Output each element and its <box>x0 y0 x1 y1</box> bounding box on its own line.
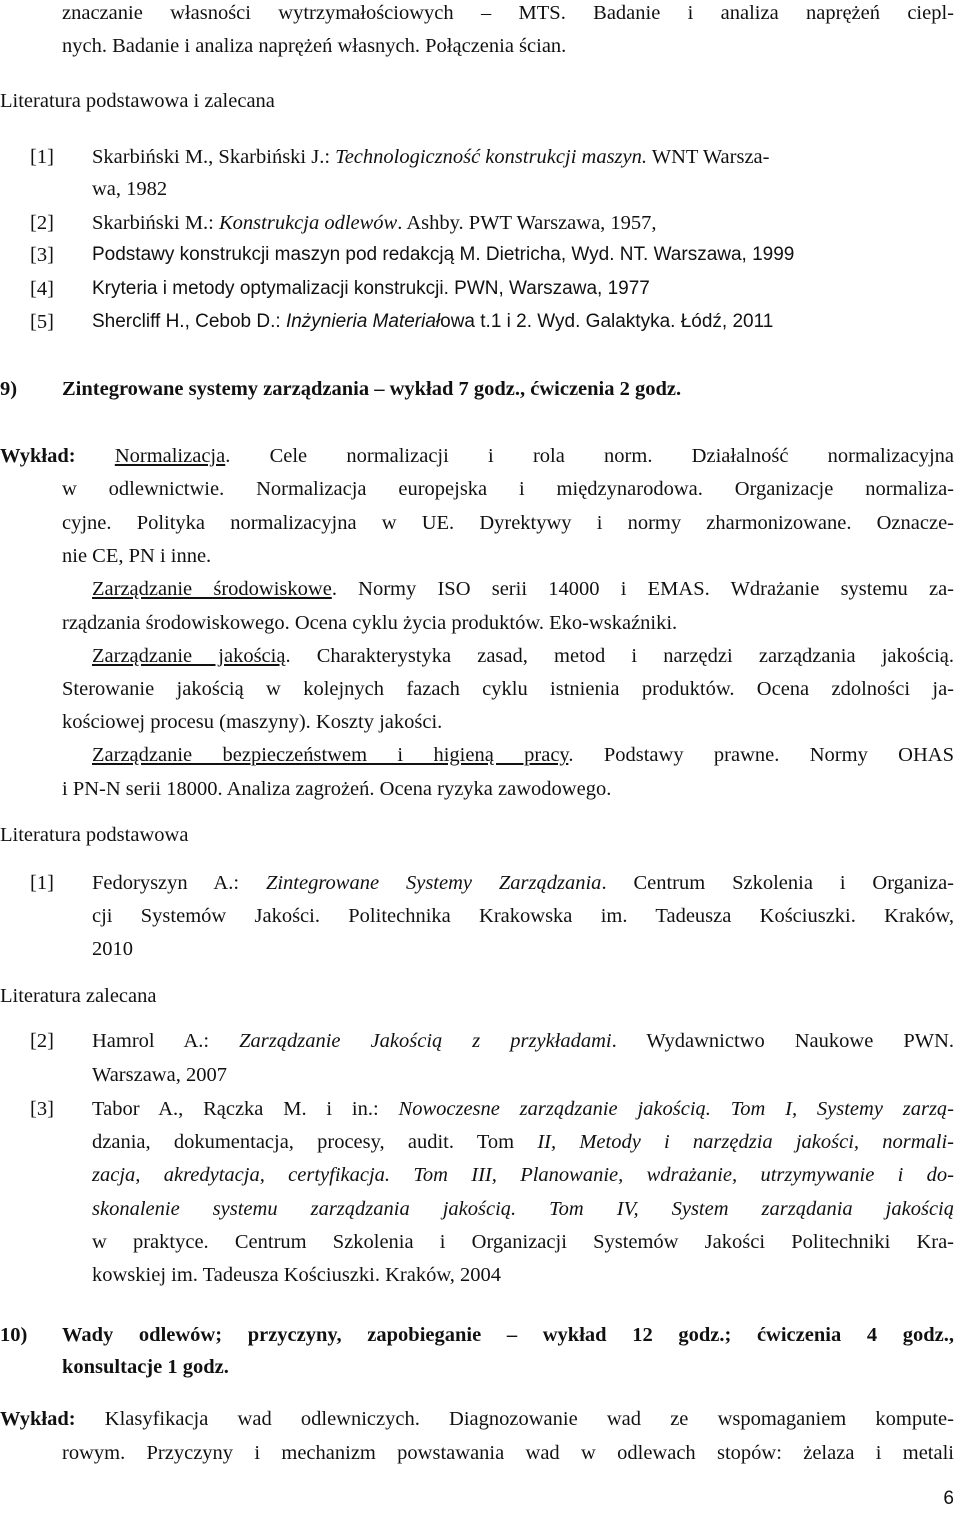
reference-item-cont: dzania, dokumentacja, procesy, audit. Tom II, Metody i narzędzia jakości, normali- <box>92 1131 954 1153</box>
body-text-line: Zarządzanie środowiskowe. Normy ISO serii 14000 i EMAS. Wdrażanie systemu za- <box>92 578 955 600</box>
section-heading-cont: konsultacje 1 godz. <box>62 1356 229 1378</box>
body-text-line: i PN-N serii 18000. Analiza zagrożeń. Ocena ryzyka zawodowego. <box>62 778 612 800</box>
section-heading: Literatura podstawowa i zalecana <box>0 90 275 112</box>
reference-item-cont: 2010 <box>92 938 133 960</box>
reference-item-cont: kowskiej im. Tadeusza Kościuszki. Kraków, 2004 <box>92 1264 502 1286</box>
body-text-line: nie CE, PN i inne. <box>62 545 212 567</box>
page-number: 6 <box>943 1488 954 1509</box>
body-text-line: rządzania środowiskowego. Ocena cyklu życia produktów. Eko-wskaźniki. <box>62 612 678 634</box>
reference-item-cont: Warszawa, 2007 <box>92 1064 227 1086</box>
body-text-line: w odlewnictwie. Normalizacja europejska i międzynarodowa. Organizacje normaliza- <box>62 478 954 500</box>
body-text-line: znaczanie własności wytrzymałościowych – MTS. Badanie i analiza naprężeń ciepl- <box>62 2 954 24</box>
reference-item-cont: wa, 1982 <box>92 178 168 200</box>
body-text-line: Sterowanie jakością w kolejnych fazach cyklu istnienia produktów. Ocena zdolności ja- <box>62 678 954 700</box>
body-text-line: Wykład: Klasyfikacja wad odlewniczych. Diagnozowanie wad ze wspomaganiem kompute- <box>0 1408 954 1430</box>
body-text-line: Zarządzanie bezpieczeństwem i higieną pracy. Podstawy prawne. Normy OHAS <box>92 744 954 766</box>
body-text-line: cyjne. Polityka normalizacyjna w UE. Dyrektywy i normy zharmonizowane. Oznacze- <box>62 512 954 534</box>
subsection-heading: Literatura zalecana <box>0 985 157 1007</box>
body-text-line: nych. Badanie i analiza naprężeń własnych. Połączenia ścian. <box>62 35 567 57</box>
subsection-heading: Literatura podstawowa <box>0 824 189 846</box>
body-text-line: kościowej procesu (maszyny). Koszty jakości. <box>62 711 443 733</box>
reference-item-cont: cji Systemów Jakości. Politechnika Krakowska im. Tadeusza Kościuszki. Kraków, <box>92 905 954 927</box>
reference-item-cont: zacja, akredytacja, certyfikacja. Tom III, Planowanie, wdrażanie, utrzymywanie i do- <box>92 1164 954 1186</box>
reference-item-cont: w praktyce. Centrum Szkolenia i Organizacji Systemów Jakości Politechniki Kra- <box>92 1231 954 1253</box>
body-text-line: Zarządzanie jakością. Charakterystyka zasad, metod i narzędzi zarządzania jakością. <box>92 645 954 667</box>
body-text-line: rowym. Przyczyny i mechanizm powstawania wad w odlewach stopów: żelaza i metali <box>62 1442 954 1464</box>
body-text-line: Wykład: Normalizacja. Cele normalizacji i rola norm. Działalność normalizacyjna <box>0 445 955 467</box>
reference-item-cont: skonalenie systemu zarządzania jakością. Tom IV, System zarządania jakością <box>92 1198 954 1220</box>
